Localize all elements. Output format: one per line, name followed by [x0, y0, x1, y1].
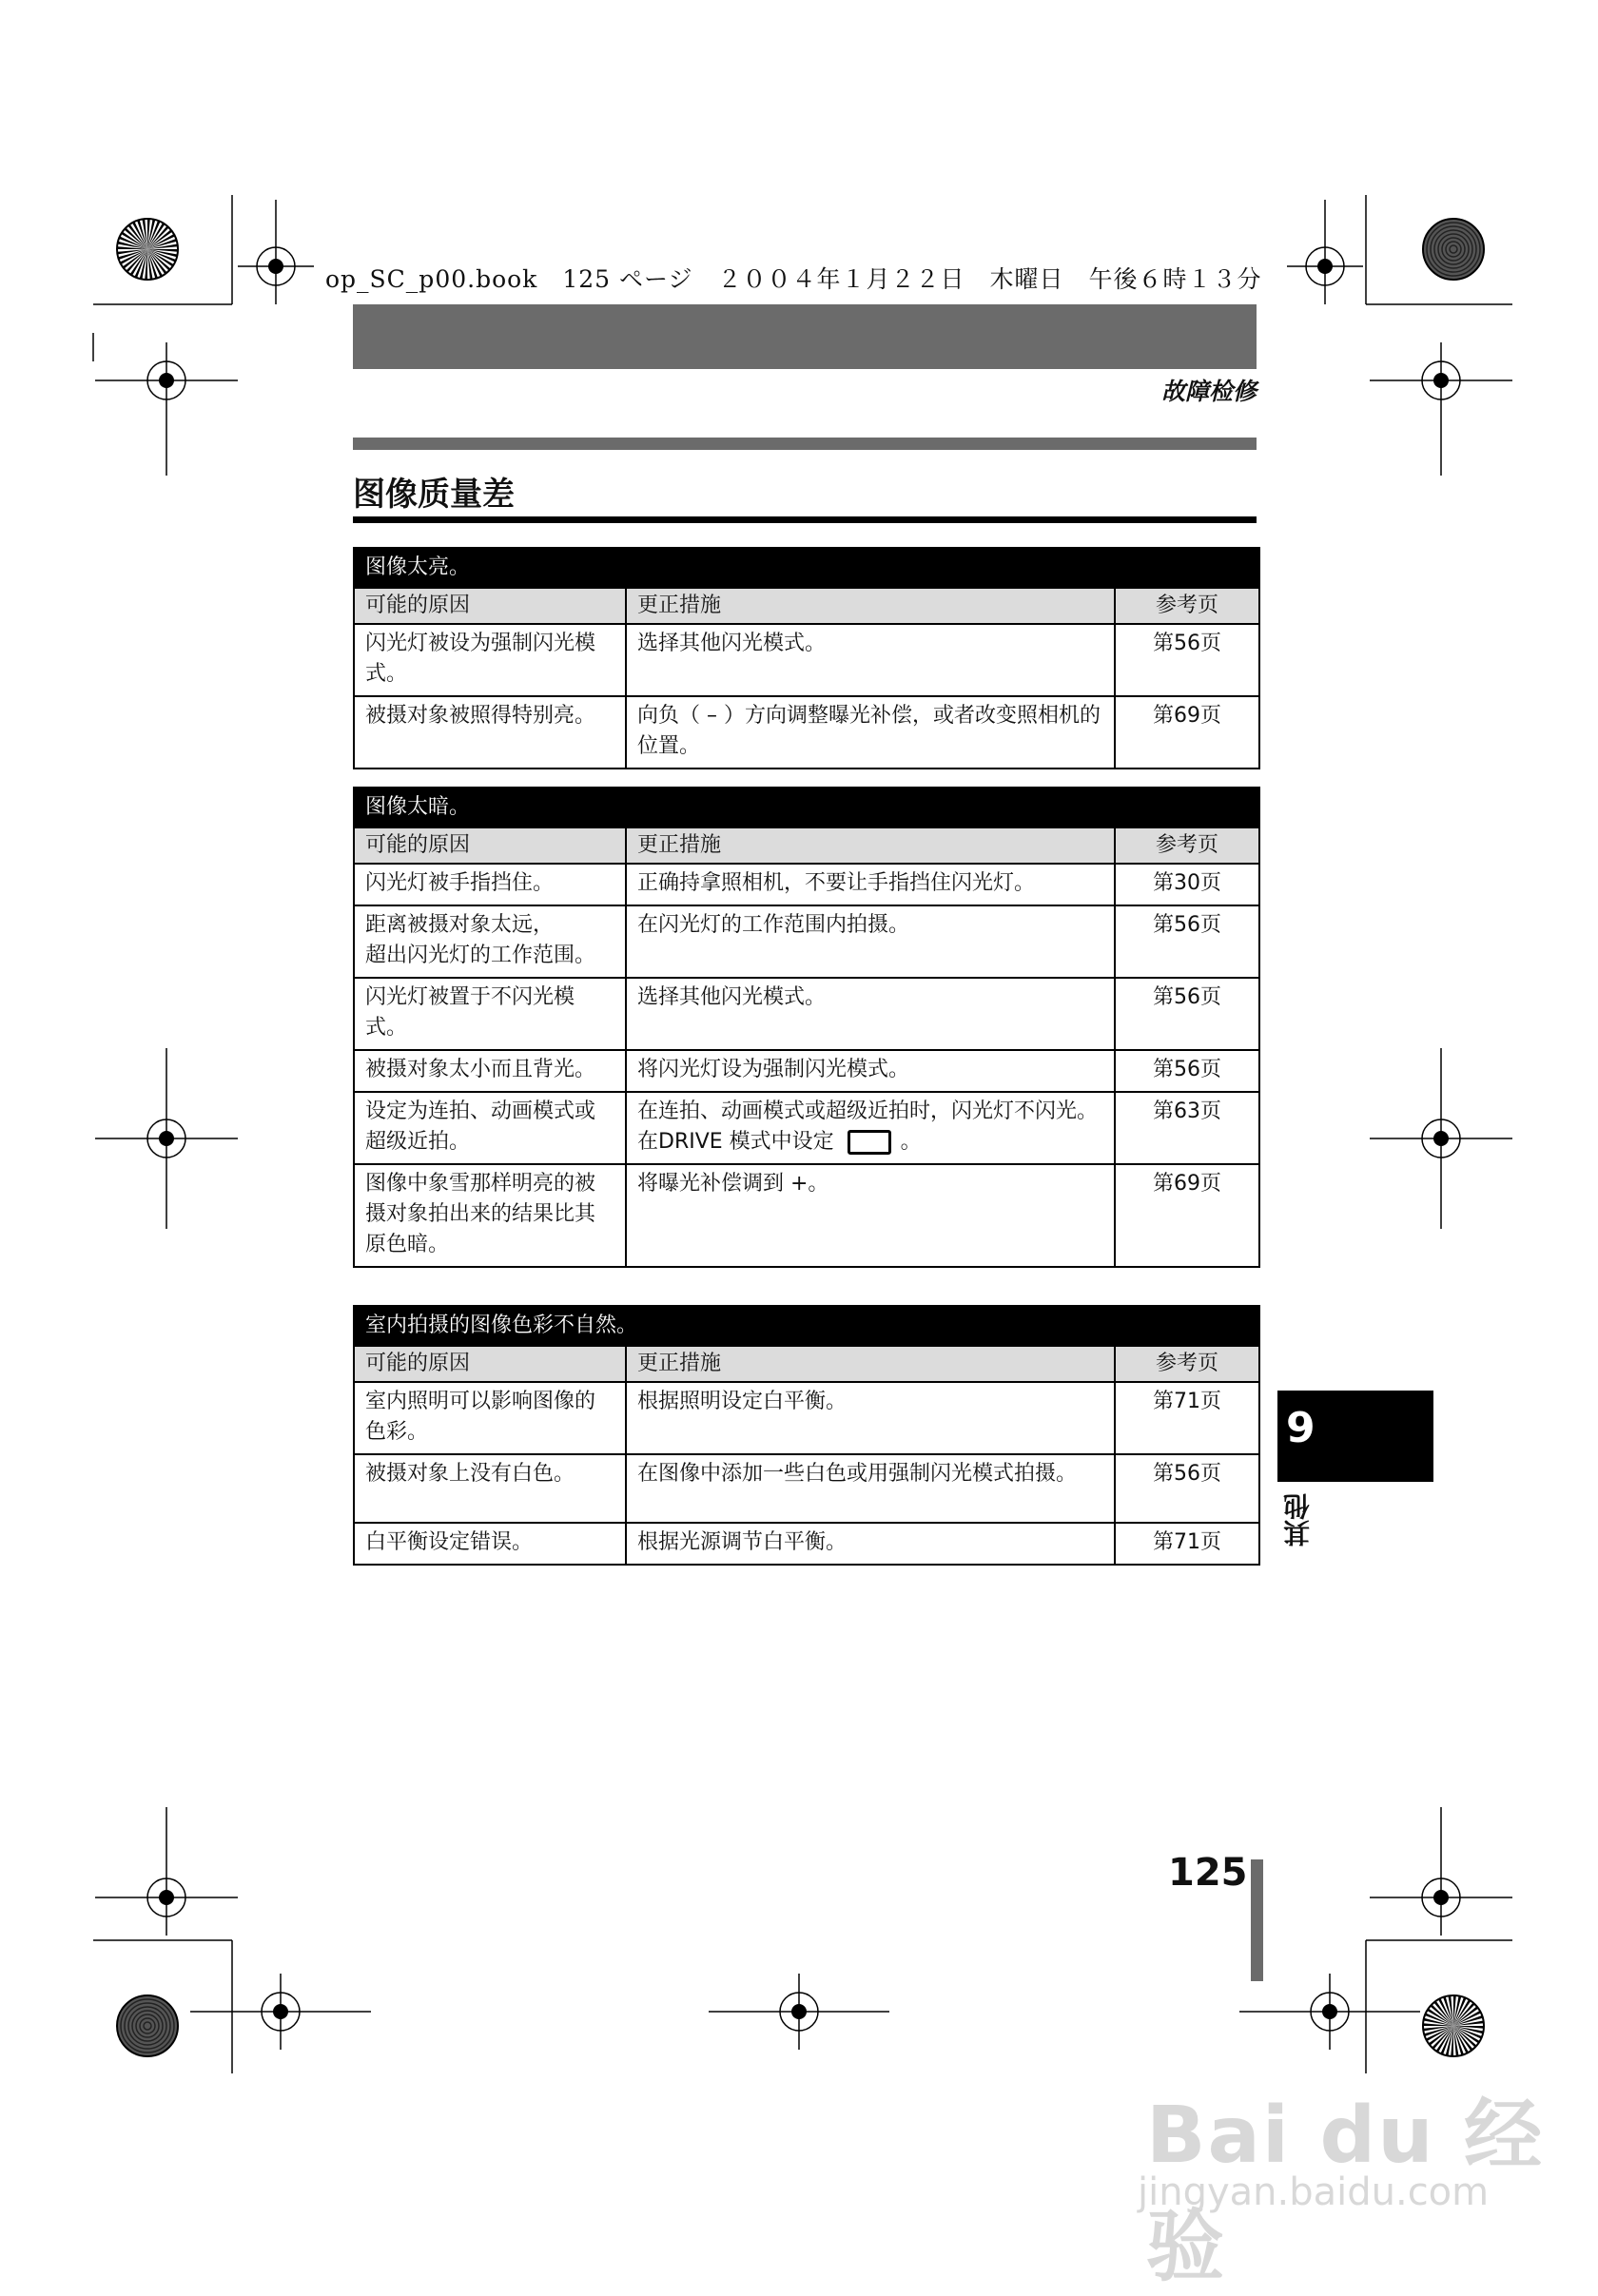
remedy-cell: 选择其他闪光模式。: [626, 978, 1115, 1050]
print-header: op_SC_p00.book 125 ページ ２００４年１月２２日 木曜日 午後６時１３分: [325, 265, 1262, 293]
remedy-cell: 正确持拿照相机，不要让手指挡住闪光灯。: [626, 864, 1115, 905]
column-header-remedy: 更正措施: [626, 1346, 1115, 1382]
table-row: [354, 1050, 1259, 1092]
remedy-line: 在DRIVE 模式中设定: [637, 1130, 834, 1154]
remedy-cell: 将曝光补偿调到 +。: [626, 1164, 1115, 1267]
starburst-registration-icon: [1423, 1995, 1484, 2056]
watermark-url: jingyan.baidu.com: [1138, 2170, 1490, 2214]
column-header-ref: 参考页: [1115, 1346, 1259, 1382]
table-row: [354, 1523, 1259, 1565]
table-row: [354, 1092, 1259, 1164]
cause-cell: 白平衡设定错误。: [354, 1523, 626, 1565]
troubleshoot-table-unnatural-color: [353, 1305, 1260, 1566]
section-label: 故障检修: [1160, 378, 1257, 405]
remedy-cell: 根据照明设定白平衡。: [626, 1382, 1115, 1454]
table-row: [354, 1164, 1259, 1267]
column-header-ref: 参考页: [1115, 588, 1259, 624]
title-underline: [353, 516, 1257, 523]
cause-line: 距离被摄对象太远，: [365, 913, 555, 937]
remedy-cell: 将闪光灯设为强制闪光模式。: [626, 1050, 1115, 1092]
column-header-cause: 可能的原因: [354, 827, 626, 864]
ref-cell: 第56页: [1115, 1050, 1259, 1092]
table-row: [354, 696, 1259, 769]
ref-cell: 第56页: [1115, 905, 1259, 978]
remedy-line-end: 。: [900, 1130, 922, 1154]
remedy-cell: 选择其他闪光模式。: [626, 624, 1115, 696]
ring-registration-icon: [1423, 219, 1484, 280]
cause-cell: 闪光灯被设为强制闪光模式。: [354, 624, 626, 696]
cause-cell: 闪光灯被手指挡住。: [354, 864, 626, 905]
ring-registration-icon: [117, 1995, 178, 2056]
starburst-registration-icon: [117, 219, 178, 280]
troubleshoot-table-too-bright: [353, 547, 1260, 769]
cause-cell: 设定为连拍、动画模式或超级近拍。: [354, 1092, 626, 1164]
cause-cell: 被摄对象被照得特别亮。: [354, 696, 626, 769]
ref-cell: 第56页: [1115, 624, 1259, 696]
table-title: 图像太暗。: [354, 788, 1259, 827]
cause-cell: 闪光灯被置于不闪光模式。: [354, 978, 626, 1050]
column-header-cause: 可能的原因: [354, 1346, 626, 1382]
cause-cell: 被摄对象太小而且背光。: [354, 1050, 626, 1092]
chapter-label: 其他: [1282, 1493, 1314, 1547]
column-header-ref: 参考页: [1115, 827, 1259, 864]
ref-cell: 第69页: [1115, 1164, 1259, 1267]
table-row: [354, 978, 1259, 1050]
page-title: 图像质量差: [353, 476, 515, 514]
chapter-number: 9: [1286, 1404, 1315, 1452]
ref-cell: 第63页: [1115, 1092, 1259, 1164]
remedy-cell: 在闪光灯的工作范围内拍摄。: [626, 905, 1115, 978]
cause-cell: 图像中象雪那样明亮的被摄对象拍出来的结果比其原色暗。: [354, 1164, 626, 1267]
remedy-cell: 在图像中添加一些白色或用强制闪光模式拍摄。: [626, 1454, 1115, 1523]
remedy-cell: 向负（ – ）方向调整曝光补偿，或者改变照相机的位置。: [626, 696, 1115, 769]
page-number: 125: [1168, 1851, 1248, 1895]
column-header-remedy: 更正措施: [626, 827, 1115, 864]
troubleshoot-table-too-dark: [353, 787, 1260, 1268]
table-row: [354, 905, 1259, 978]
table-title: 图像太亮。: [354, 548, 1259, 588]
cause-cell: [354, 905, 626, 978]
ref-cell: 第56页: [1115, 978, 1259, 1050]
cause-line: 超出闪光灯的工作范围。: [365, 944, 596, 967]
remedy-cell: [626, 1092, 1115, 1164]
table-title: 室内拍摄的图像色彩不自然。: [354, 1306, 1259, 1346]
table-row: [354, 1382, 1259, 1454]
cause-cell: 室内照明可以影响图像的色彩。: [354, 1382, 626, 1454]
gray-rule: [353, 438, 1257, 450]
page-number-bar: [1251, 1859, 1263, 1981]
table-row: [354, 1454, 1259, 1523]
table-row: [354, 864, 1259, 905]
ref-cell: 第71页: [1115, 1523, 1259, 1565]
ref-cell: 第56页: [1115, 1454, 1259, 1523]
table-row: [354, 624, 1259, 696]
column-header-cause: 可能的原因: [354, 588, 626, 624]
watermark-brand: Bai du 经验: [1146, 2091, 1545, 2292]
ref-cell: 第71页: [1115, 1382, 1259, 1454]
column-header-remedy: 更正措施: [626, 588, 1115, 624]
drive-single-frame-icon: [848, 1130, 891, 1155]
ref-cell: 第30页: [1115, 864, 1259, 905]
remedy-line: 在连拍、动画模式或超级近拍时，闪光灯不闪光。: [637, 1099, 1099, 1123]
remedy-cell: 根据光源调节白平衡。: [626, 1523, 1115, 1565]
ref-cell: 第69页: [1115, 696, 1259, 769]
cause-cell: 被摄对象上没有白色。: [354, 1454, 626, 1523]
header-band: [353, 304, 1257, 369]
